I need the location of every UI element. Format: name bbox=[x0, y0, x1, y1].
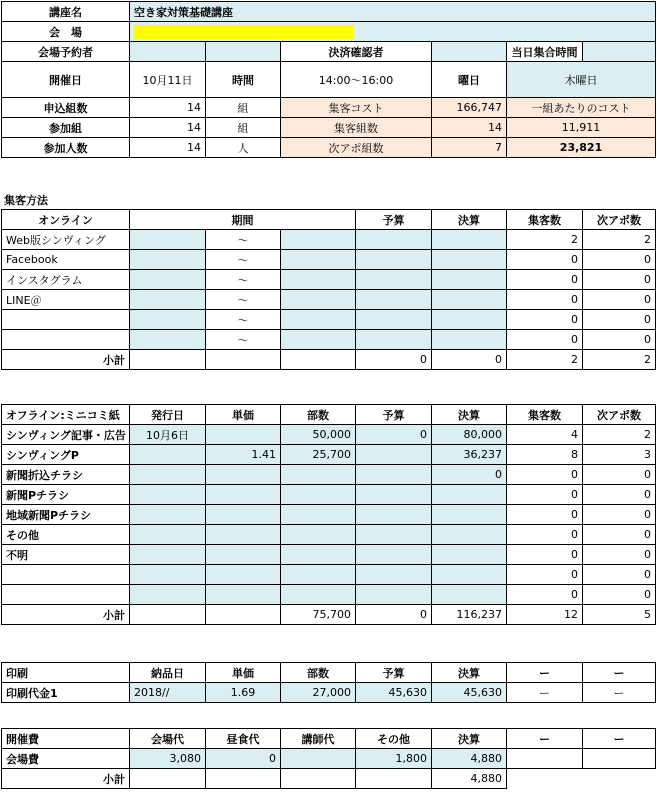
online-name bbox=[2, 310, 130, 330]
offline-appt[interactable]: 0 bbox=[583, 525, 656, 545]
offline-price[interactable] bbox=[206, 425, 281, 445]
online-header: オンライン bbox=[2, 210, 130, 230]
offline-appt[interactable]: 2 bbox=[583, 425, 656, 445]
online-budget[interactable] bbox=[356, 310, 432, 330]
other-fee[interactable]: 1,800 bbox=[356, 749, 432, 769]
online-count[interactable]: 0 bbox=[507, 330, 583, 350]
cost-per-group-value: 11,911 bbox=[507, 118, 656, 138]
online-name: インスタグラム bbox=[2, 270, 130, 290]
online-budget[interactable] bbox=[356, 270, 432, 290]
offline-name: 新聞折込チラシ bbox=[2, 465, 130, 485]
period-start[interactable] bbox=[130, 290, 206, 310]
printing-dash: ー bbox=[507, 683, 583, 703]
offline-budget[interactable] bbox=[356, 485, 432, 505]
offline-budget[interactable] bbox=[356, 565, 432, 585]
next-appt-groups-value: 7 bbox=[432, 138, 507, 158]
applied-groups-value[interactable]: 14 bbox=[130, 98, 206, 118]
offline-appt[interactable]: 0 bbox=[583, 485, 656, 505]
copies-header: 部数 bbox=[281, 405, 356, 425]
period-start[interactable] bbox=[130, 250, 206, 270]
participating-groups-unit: 組 bbox=[206, 118, 281, 138]
online-subtotal-actual: 0 bbox=[432, 350, 507, 370]
offline-name: シンヴィングP bbox=[2, 445, 130, 465]
offline-row bbox=[2, 565, 656, 585]
offline-name: 不明 bbox=[2, 545, 130, 565]
offline-actual[interactable]: 0 bbox=[432, 465, 507, 485]
offline-count[interactable]: 0 bbox=[507, 485, 583, 505]
offline-table bbox=[1, 404, 656, 625]
printing-name: 印刷代金1 bbox=[2, 683, 130, 703]
offline-actual[interactable]: 80,000 bbox=[432, 425, 507, 445]
offline-price[interactable] bbox=[206, 585, 281, 605]
offline-name: 地域新聞Pチラシ bbox=[2, 505, 130, 525]
offline-header: オフライン:ミニコミ紙 bbox=[2, 405, 130, 425]
online-row bbox=[2, 330, 656, 350]
online-actual[interactable] bbox=[432, 230, 507, 250]
period-header: 期間 bbox=[130, 210, 356, 230]
date-label: 開催日 bbox=[2, 62, 130, 98]
period-end[interactable] bbox=[281, 330, 356, 350]
online-actual[interactable] bbox=[432, 270, 507, 290]
offline-count[interactable]: 0 bbox=[507, 505, 583, 525]
period-end[interactable] bbox=[281, 250, 356, 270]
offline-actual[interactable]: 36,237 bbox=[432, 445, 507, 465]
payment-check-label: 決済確認者 bbox=[281, 42, 432, 62]
lunch-fee[interactable]: 0 bbox=[206, 749, 281, 769]
online-subtotal-appt: 2 bbox=[583, 350, 656, 370]
issue-date-header: 発行日 bbox=[130, 405, 206, 425]
offline-budget[interactable] bbox=[356, 505, 432, 525]
participants-value[interactable]: 14 bbox=[130, 138, 206, 158]
offline-budget[interactable] bbox=[356, 545, 432, 565]
period-tilde: ～ bbox=[206, 230, 281, 250]
offline-appt[interactable]: 0 bbox=[583, 465, 656, 485]
online-actual[interactable] bbox=[432, 250, 507, 270]
online-name: Web版シンヴィング bbox=[2, 230, 130, 250]
period-end[interactable] bbox=[281, 290, 356, 310]
time-label: 時間 bbox=[206, 62, 281, 98]
lunch-fee-header: 昼食代 bbox=[206, 729, 281, 749]
lecturer-fee[interactable] bbox=[281, 749, 356, 769]
offline-actual[interactable] bbox=[432, 585, 507, 605]
online-subtotal-count: 2 bbox=[507, 350, 583, 370]
offline-date[interactable] bbox=[130, 465, 206, 485]
online-row bbox=[2, 250, 656, 270]
meeting-time-label: 当日集合時間 bbox=[507, 42, 583, 62]
online-appt[interactable]: 0 bbox=[583, 330, 656, 350]
printing-qty[interactable]: 27,000 bbox=[281, 683, 356, 703]
period-start[interactable] bbox=[130, 330, 206, 350]
offline-budget[interactable]: 0 bbox=[356, 425, 432, 445]
online-count[interactable]: 2 bbox=[507, 230, 583, 250]
offline-date[interactable] bbox=[130, 585, 206, 605]
period-start[interactable] bbox=[130, 270, 206, 290]
offline-date[interactable] bbox=[130, 485, 206, 505]
date-value[interactable]: 10月11日 bbox=[130, 62, 206, 98]
time-value[interactable]: 14:00～16:00 bbox=[281, 62, 432, 98]
offline-row bbox=[2, 505, 656, 525]
offline-subtotal-row bbox=[2, 605, 656, 625]
offline-actual[interactable] bbox=[432, 565, 507, 585]
online-budget[interactable] bbox=[356, 230, 432, 250]
budget-header: 予算 bbox=[356, 405, 432, 425]
actual-header: 決算 bbox=[432, 405, 507, 425]
offline-price[interactable] bbox=[206, 465, 281, 485]
online-name bbox=[2, 330, 130, 350]
offline-subtotal-actual: 116,237 bbox=[432, 605, 507, 625]
online-name: Facebook bbox=[2, 250, 130, 270]
offline-subtotal-qty: 75,700 bbox=[281, 605, 356, 625]
online-count[interactable]: 0 bbox=[507, 310, 583, 330]
offline-date[interactable] bbox=[130, 525, 206, 545]
count-header: 集客数 bbox=[507, 405, 583, 425]
offline-qty[interactable] bbox=[281, 565, 356, 585]
budget-header: 予算 bbox=[356, 663, 432, 683]
event-actual[interactable]: 4,880 bbox=[432, 749, 507, 769]
offline-actual[interactable] bbox=[432, 505, 507, 525]
offline-date[interactable] bbox=[130, 565, 206, 585]
acquisition-cost-value: 166,747 bbox=[432, 98, 507, 118]
offline-date[interactable] bbox=[130, 505, 206, 525]
period-start[interactable] bbox=[130, 310, 206, 330]
offline-qty[interactable] bbox=[281, 545, 356, 565]
printing-header: 印刷 bbox=[2, 663, 130, 683]
offline-qty[interactable] bbox=[281, 505, 356, 525]
offline-count[interactable]: 0 bbox=[507, 525, 583, 545]
period-tilde: ～ bbox=[206, 270, 281, 290]
course-value[interactable]: 空き家対策基礎講座 bbox=[130, 2, 656, 22]
offline-budget[interactable] bbox=[356, 445, 432, 465]
offline-appt[interactable]: 0 bbox=[583, 505, 656, 525]
offline-price[interactable] bbox=[206, 545, 281, 565]
offline-count[interactable]: 4 bbox=[507, 425, 583, 445]
venue-value-cell[interactable] bbox=[130, 22, 656, 42]
offline-subtotal-label: 小計 bbox=[2, 605, 130, 625]
printing-date[interactable]: 2018// bbox=[130, 683, 206, 703]
offline-price[interactable] bbox=[206, 525, 281, 545]
offline-name: シンヴィング記事・広告 bbox=[2, 425, 130, 445]
offline-qty[interactable]: 50,000 bbox=[281, 425, 356, 445]
budget-header: 予算 bbox=[356, 210, 432, 230]
next-appt-groups-label: 次アポ組数 bbox=[281, 138, 432, 158]
dash-header: ー bbox=[583, 663, 656, 683]
unit-price-header: 単価 bbox=[206, 405, 281, 425]
cost-per-appt-value: 23,821 bbox=[507, 138, 656, 158]
booker-value[interactable] bbox=[130, 42, 206, 62]
dash-header: ー bbox=[583, 729, 656, 749]
acquired-groups-value: 14 bbox=[432, 118, 507, 138]
offline-appt[interactable]: 0 bbox=[583, 585, 656, 605]
period-end[interactable] bbox=[281, 230, 356, 250]
event-cost-row bbox=[2, 749, 656, 769]
applied-groups-label: 申込組数 bbox=[2, 98, 130, 118]
online-appt[interactable]: 0 bbox=[583, 310, 656, 330]
printing-actual[interactable]: 45,630 bbox=[432, 683, 507, 703]
offline-subtotal-budget: 0 bbox=[356, 605, 432, 625]
unit-price-header: 単価 bbox=[206, 663, 281, 683]
printing-table bbox=[1, 662, 656, 703]
period-tilde: ～ bbox=[206, 250, 281, 270]
offline-count[interactable]: 0 bbox=[507, 585, 583, 605]
period-end[interactable] bbox=[281, 310, 356, 330]
offline-subtotal-appt: 5 bbox=[583, 605, 656, 625]
event-subtotal-actual: 4,880 bbox=[432, 769, 507, 789]
offline-actual[interactable] bbox=[432, 545, 507, 565]
offline-row bbox=[2, 525, 656, 545]
offline-row bbox=[2, 585, 656, 605]
delivery-date-header: 納品日 bbox=[130, 663, 206, 683]
dash-header: ー bbox=[507, 663, 583, 683]
actual-header: 決算 bbox=[432, 210, 507, 230]
count-header: 集客数 bbox=[507, 210, 583, 230]
event-cost-name: 会場費 bbox=[2, 749, 130, 769]
online-row bbox=[2, 270, 656, 290]
online-actual[interactable] bbox=[432, 310, 507, 330]
participating-groups-value[interactable]: 14 bbox=[130, 118, 206, 138]
online-appt[interactable]: 0 bbox=[583, 270, 656, 290]
event-subtotal-label: 小計 bbox=[2, 769, 130, 789]
online-row bbox=[2, 230, 656, 250]
offline-name bbox=[2, 565, 130, 585]
weekday-label: 曜日 bbox=[432, 62, 507, 98]
offline-count[interactable]: 0 bbox=[507, 465, 583, 485]
offline-qty[interactable]: 25,700 bbox=[281, 445, 356, 465]
weekday-value[interactable]: 木曜日 bbox=[507, 62, 656, 98]
online-name: LINE＠ bbox=[2, 290, 130, 310]
offline-budget[interactable] bbox=[356, 525, 432, 545]
online-subtotal-budget: 0 bbox=[356, 350, 432, 370]
online-subtotal-row bbox=[2, 350, 656, 370]
summary-table bbox=[1, 1, 656, 158]
offline-date[interactable] bbox=[130, 545, 206, 565]
acquired-groups-label: 集客組数 bbox=[281, 118, 432, 138]
course-label: 講座名 bbox=[2, 2, 130, 22]
offline-row bbox=[2, 425, 656, 445]
offline-appt[interactable]: 0 bbox=[583, 545, 656, 565]
offline-row bbox=[2, 465, 656, 485]
offline-price[interactable] bbox=[206, 565, 281, 585]
venue-fee[interactable]: 3,080 bbox=[130, 749, 206, 769]
other-fee-header: その他 bbox=[356, 729, 432, 749]
online-actual[interactable] bbox=[432, 330, 507, 350]
event-cost-table bbox=[1, 728, 656, 789]
printing-budget[interactable]: 45,630 bbox=[356, 683, 432, 703]
printing-dash: ー bbox=[583, 683, 656, 703]
online-budget[interactable] bbox=[356, 330, 432, 350]
actual-header: 決算 bbox=[432, 663, 507, 683]
offline-count[interactable]: 0 bbox=[507, 565, 583, 585]
appt-header: 次アポ数 bbox=[583, 210, 656, 230]
venue-fee-header: 会場代 bbox=[130, 729, 206, 749]
printing-row bbox=[2, 683, 656, 703]
period-tilde: ～ bbox=[206, 310, 281, 330]
offline-subtotal-count: 12 bbox=[507, 605, 583, 625]
online-table bbox=[1, 209, 656, 370]
online-subtotal-label: 小計 bbox=[2, 350, 130, 370]
acquisition-cost-label: 集客コスト bbox=[281, 98, 432, 118]
offline-date[interactable]: 10月6日 bbox=[130, 425, 206, 445]
offline-name: その他 bbox=[2, 525, 130, 545]
venue-label: 会 場 bbox=[2, 22, 130, 42]
period-tilde: ～ bbox=[206, 330, 281, 350]
offline-price[interactable] bbox=[206, 505, 281, 525]
offline-appt[interactable]: 3 bbox=[583, 445, 656, 465]
printing-price[interactable]: 1.69 bbox=[206, 683, 281, 703]
meeting-time-value[interactable] bbox=[583, 42, 656, 62]
online-actual[interactable] bbox=[432, 290, 507, 310]
offline-name: 新聞Pチラシ bbox=[2, 485, 130, 505]
appt-header: 次アポ数 bbox=[583, 405, 656, 425]
offline-date[interactable] bbox=[130, 445, 206, 465]
offline-appt[interactable]: 0 bbox=[583, 565, 656, 585]
venue-highlight bbox=[134, 25, 354, 39]
online-appt[interactable]: 2 bbox=[583, 230, 656, 250]
online-budget[interactable] bbox=[356, 250, 432, 270]
dash-header: ー bbox=[507, 729, 583, 749]
online-appt[interactable]: 0 bbox=[583, 290, 656, 310]
online-count[interactable]: 0 bbox=[507, 270, 583, 290]
offline-budget[interactable] bbox=[356, 465, 432, 485]
offline-actual[interactable] bbox=[432, 485, 507, 505]
offline-budget[interactable] bbox=[356, 585, 432, 605]
offline-count[interactable]: 8 bbox=[507, 445, 583, 465]
event-cost-header: 開催費 bbox=[2, 729, 130, 749]
payment-check-value[interactable] bbox=[432, 42, 507, 62]
copies-header: 部数 bbox=[281, 663, 356, 683]
online-row bbox=[2, 310, 656, 330]
period-start[interactable] bbox=[130, 230, 206, 250]
online-count[interactable]: 0 bbox=[507, 290, 583, 310]
offline-qty[interactable] bbox=[281, 465, 356, 485]
offline-row bbox=[2, 485, 656, 505]
offline-actual[interactable] bbox=[432, 525, 507, 545]
offline-name bbox=[2, 585, 130, 605]
participating-groups-label: 参加組 bbox=[2, 118, 130, 138]
offline-count[interactable]: 0 bbox=[507, 545, 583, 565]
offline-qty[interactable] bbox=[281, 585, 356, 605]
event-subtotal-row bbox=[2, 769, 656, 789]
participants-label: 参加人数 bbox=[2, 138, 130, 158]
offline-price[interactable]: 1.41 bbox=[206, 445, 281, 465]
lecturer-fee-header: 講師代 bbox=[281, 729, 356, 749]
offline-row bbox=[2, 545, 656, 565]
online-count[interactable]: 0 bbox=[507, 250, 583, 270]
online-row bbox=[2, 290, 656, 310]
cost-per-group-label: 一組あたりのコスト bbox=[507, 98, 656, 118]
offline-qty[interactable] bbox=[281, 485, 356, 505]
offline-qty[interactable] bbox=[281, 525, 356, 545]
period-end[interactable] bbox=[281, 270, 356, 290]
actual-header: 決算 bbox=[432, 729, 507, 749]
participants-unit: 人 bbox=[206, 138, 281, 158]
offline-row bbox=[2, 445, 656, 465]
applied-groups-unit: 組 bbox=[206, 98, 281, 118]
booker-value-2[interactable] bbox=[206, 42, 281, 62]
period-tilde: ～ bbox=[206, 290, 281, 310]
offline-price[interactable] bbox=[206, 485, 281, 505]
acquisition-section-title: 集客方法 bbox=[4, 194, 48, 207]
booker-label: 会場予約者 bbox=[2, 42, 130, 62]
online-budget[interactable] bbox=[356, 290, 432, 310]
online-appt[interactable]: 0 bbox=[583, 250, 656, 270]
